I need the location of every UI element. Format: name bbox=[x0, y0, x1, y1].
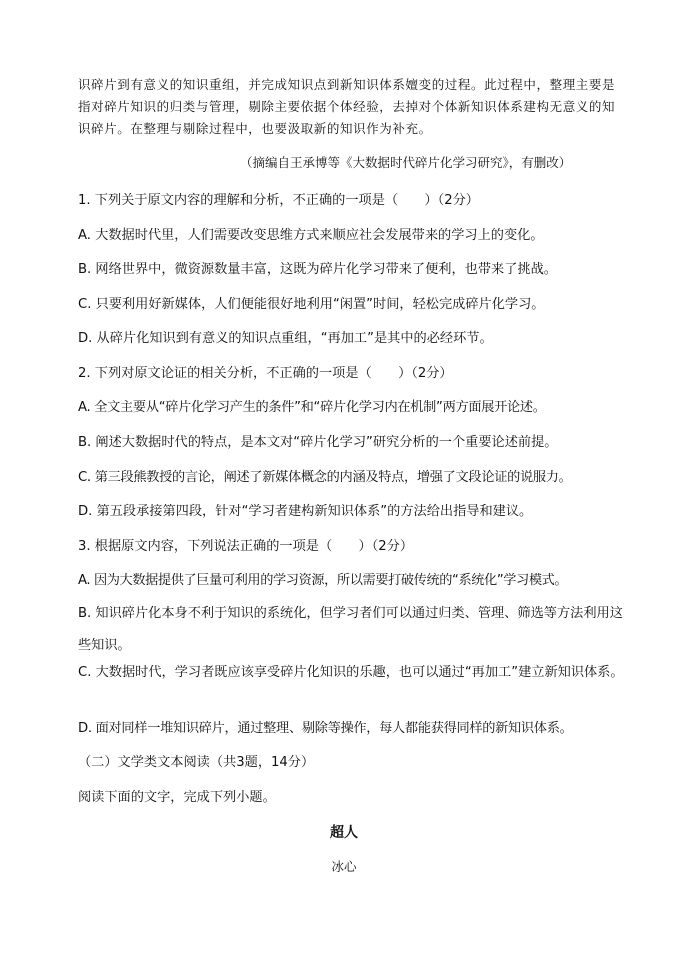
question-2-option-c: C. 第三段熊教授的言论，阐述了新媒体概念的内涵及特点，增强了文段论证的说服力。 bbox=[78, 470, 572, 485]
section-heading: （二）文学类文本阅读（共3题，14分） bbox=[78, 755, 315, 770]
passage-source: （摘编自王承博等《大数据时代碎片化学习研究》，有删改） bbox=[240, 155, 572, 170]
question-3-stem: 3. 根据原文内容，下列说法正确的一项是（ ）（2分） bbox=[78, 539, 414, 554]
question-1-option-b: B. 网络世界中，微资源数量丰富，这既为碎片化学习带来了便利，也带来了挑战。 bbox=[78, 262, 557, 277]
question-3-option-a: A. 因为大数据提供了巨量可利用的学习资源，所以需要打破传统的“系统化”学习模式。 bbox=[78, 573, 568, 588]
question-1-option-c: C. 只要利用好新媒体，人们便能很好地利用“闲置”时间，轻松完成碎片化学习。 bbox=[78, 297, 545, 312]
passage-paragraph bbox=[78, 74, 618, 140]
question-1-option-a: A. 大数据时代里，人们需要改变思维方式来顺应社会发展带来的学习上的变化。 bbox=[78, 228, 544, 243]
passage-text: 识碎片到有意义的知识重组，并完成知识点到新知识体系嬗变的过程。此过程中，整理主要是指对碎片知识的归类与管理，剔除主要依据个体经验，去掉对个体新知识体系建构无意义的知识碎片。在整理与剔除过程中，也要汲取新的知识作为补充。 bbox=[78, 77, 616, 136]
question-2-option-a: A. 全文主要从“碎片化学习产生的条件”和“碎片化学习内在机制”两方面展开论述。 bbox=[78, 400, 546, 415]
question-2-option-b: B. 阐述大数据时代的特点，是本文对“碎片化学习”研究分析的一个重要论述前提。 bbox=[78, 435, 558, 450]
question-2-option-d: D. 第五段承接第四段，针对“学习者建构新知识体系”的方法给出指导和建议。 bbox=[78, 504, 533, 519]
question-3-option-b: B. 知识碎片化本身不利于知识的系统化，但学习者们可以通过归类、管理、筛选等方法利用这些知识。 bbox=[78, 606, 623, 653]
question-3-option-c: C. 大数据时代，学习者既应该享受碎片化知识的乐趣，也可以通过“再加工”建立新知识体系。 bbox=[78, 665, 624, 680]
question-2-stem: 2. 下列对原文论证的相关分析，不正确的一项是（ ）（2分） bbox=[78, 366, 453, 381]
question-1-option-d: D. 从碎片化知识到有意义的知识点重组，“再加工”是其中的必经环节。 bbox=[78, 331, 493, 346]
story-author: 冰心 bbox=[331, 859, 357, 874]
question-1-stem: 1. 下列关于原文内容的理解和分析，不正确的一项是（ ）（2分） bbox=[78, 193, 479, 208]
story-title: 超人 bbox=[330, 825, 358, 841]
question-3-option-d: D. 面对同样一堆知识碎片，通过整理、剔除等操作，每人都能获得同样的新知识体系。 bbox=[78, 721, 573, 736]
section-instruction: 阅读下面的文字，完成下列小题。 bbox=[78, 790, 276, 805]
